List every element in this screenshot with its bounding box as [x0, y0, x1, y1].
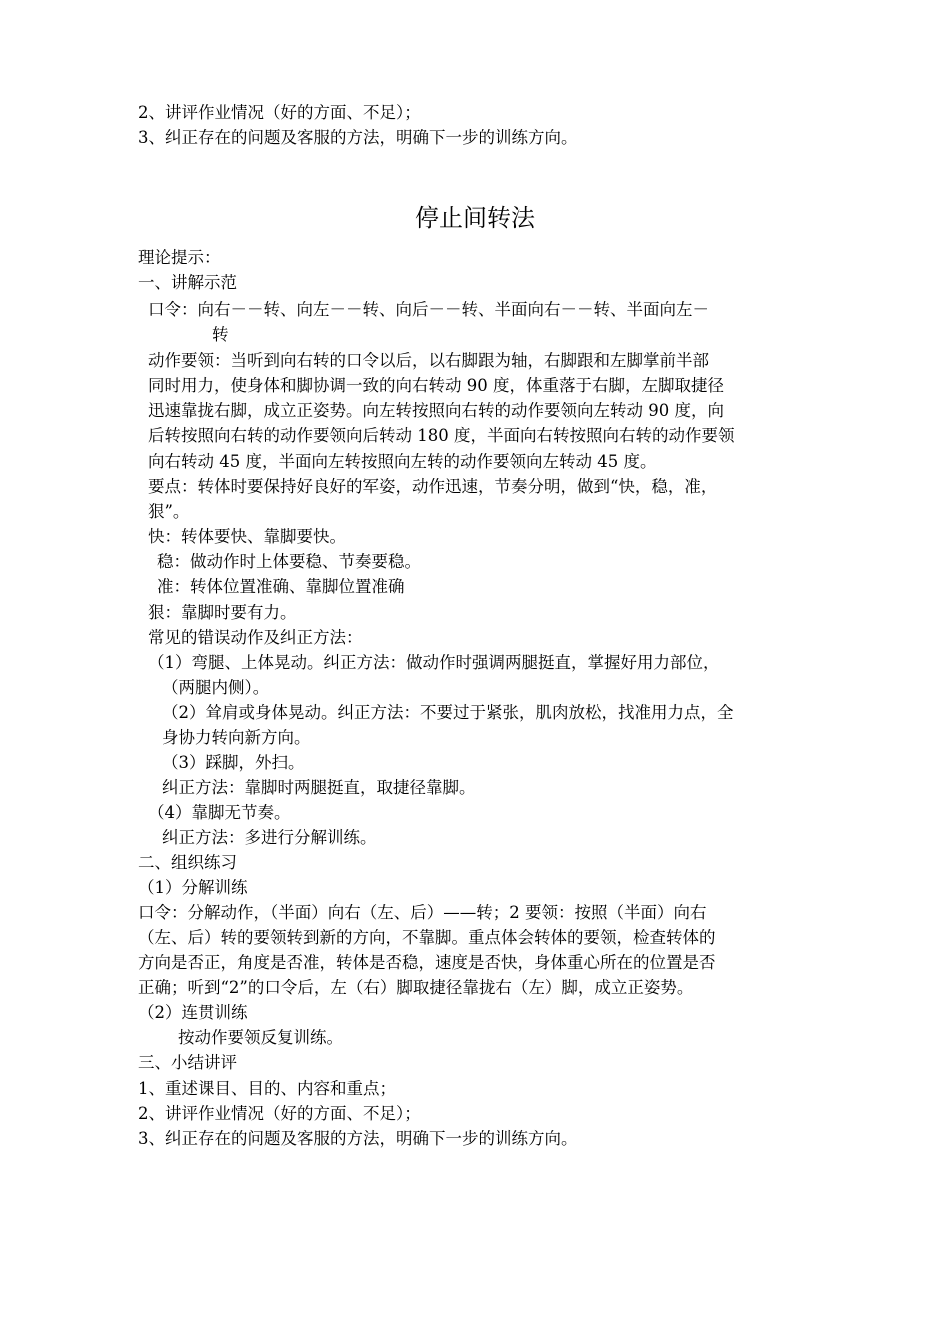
- top-line-2: 3、纠正存在的问题及客服的方法，明确下一步的训练方向。: [138, 128, 578, 147]
- top-line-1: 2、讲评作业情况（好的方面、不足）；: [138, 103, 421, 122]
- line-error-1-cont: （两腿内侧）。: [162, 678, 270, 697]
- line-error-4-fix: 纠正方法：多进行分解训练。: [162, 828, 377, 847]
- line-commands: 口令：向右－－转、向左－－转、向后－－转、半面向右－－转、半面向左－: [148, 300, 709, 319]
- line-essentials-4: 后转按照向右转的动作要领向后转动 180 度，半面向右转按照向右转的动作要领: [148, 426, 735, 445]
- line-summary-2: 2、讲评作业情况（好的方面、不足）；: [138, 1104, 421, 1123]
- heading-organize-practice: 二、组织练习: [138, 853, 237, 872]
- line-breakdown-1: 口令：分解动作，（半面）向右（左、后）——转；2 要领：按照（半面）向右: [138, 903, 707, 922]
- line-breakdown-2: （左、后）转的要领转到新的方向，不靠脚。重点体会转体的要领，检查转体的: [138, 928, 716, 947]
- line-breakdown-training: （1）分解训练: [138, 878, 248, 897]
- line-fast: 快：转体要快、靠脚要快。: [148, 527, 346, 546]
- line-error-2-cont: 身协力转向新方向。: [162, 728, 311, 747]
- line-continuous-desc: 按动作要领反复训练。: [178, 1028, 343, 1047]
- line-essentials-1: 动作要领：当听到向右转的口令以后，以右脚跟为轴，右脚跟和左脚掌前半部: [148, 351, 709, 370]
- line-error-3: （3）踩脚，外扫。: [162, 753, 305, 772]
- line-error-4: （4）靠脚无节奏。: [148, 803, 291, 822]
- heading-summary: 三、小结讲评: [138, 1053, 237, 1072]
- line-error-2: （2）耸肩或身体晃动。纠正方法：不要过于紧张，肌肉放松，找准用力点，全: [162, 703, 734, 722]
- line-accurate: 准：转体位置准确、靠脚位置准确: [157, 577, 405, 596]
- line-essentials-3: 迅速靠拢右脚，成立正姿势。向左转按照向右转的动作要领向左转动 90 度，向: [148, 401, 724, 420]
- line-summary-3: 3、纠正存在的问题及客服的方法，明确下一步的训练方向。: [138, 1129, 578, 1148]
- line-commands-cont: 转: [212, 325, 229, 344]
- line-error-1: （1）弯腿、上体晃动。纠正方法：做动作时强调两腿挺直，掌握好用力部位，: [148, 653, 720, 672]
- line-steady: 稳：做动作时上体要稳、节奏要稳。: [157, 552, 421, 571]
- line-continuous-training: （2）连贯训练: [138, 1003, 248, 1022]
- line-summary-1: 1、重述课目、目的、内容和重点；: [138, 1079, 396, 1098]
- line-key-points-1: 要点：转体时要保持好良好的军姿，动作迅速，节奏分明，做到“快，稳，准，: [148, 477, 718, 496]
- line-error-3-fix: 纠正方法：靠脚时两腿挺直，取捷径靠脚。: [162, 778, 476, 797]
- heading-explain-demo: 一、讲解示范: [138, 273, 237, 292]
- line-theory-hint: 理论提示：: [138, 248, 221, 267]
- line-firm: 狠：靠脚时要有力。: [148, 603, 297, 622]
- line-key-points-2: 狠”。: [148, 502, 190, 521]
- line-breakdown-3: 方向是否正，角度是否准，转体是否稳，速度是否快，身体重心所在的位置是否: [138, 953, 716, 972]
- line-breakdown-4: 正确；听到“2”的口令后，左（右）脚取捷径靠拢右（左）脚，成立正姿势。: [138, 978, 694, 997]
- line-essentials-5: 向右转动 45 度，半面向左转按照向左转的动作要领向左转动 45 度。: [148, 452, 657, 471]
- line-common-errors: 常见的错误动作及纠正方法：: [148, 628, 363, 647]
- line-essentials-2: 同时用力，使身体和脚协调一致的向右转动 90 度，体重落于右脚，左脚取捷径: [148, 376, 724, 395]
- section-title: 停止间转法: [415, 204, 535, 232]
